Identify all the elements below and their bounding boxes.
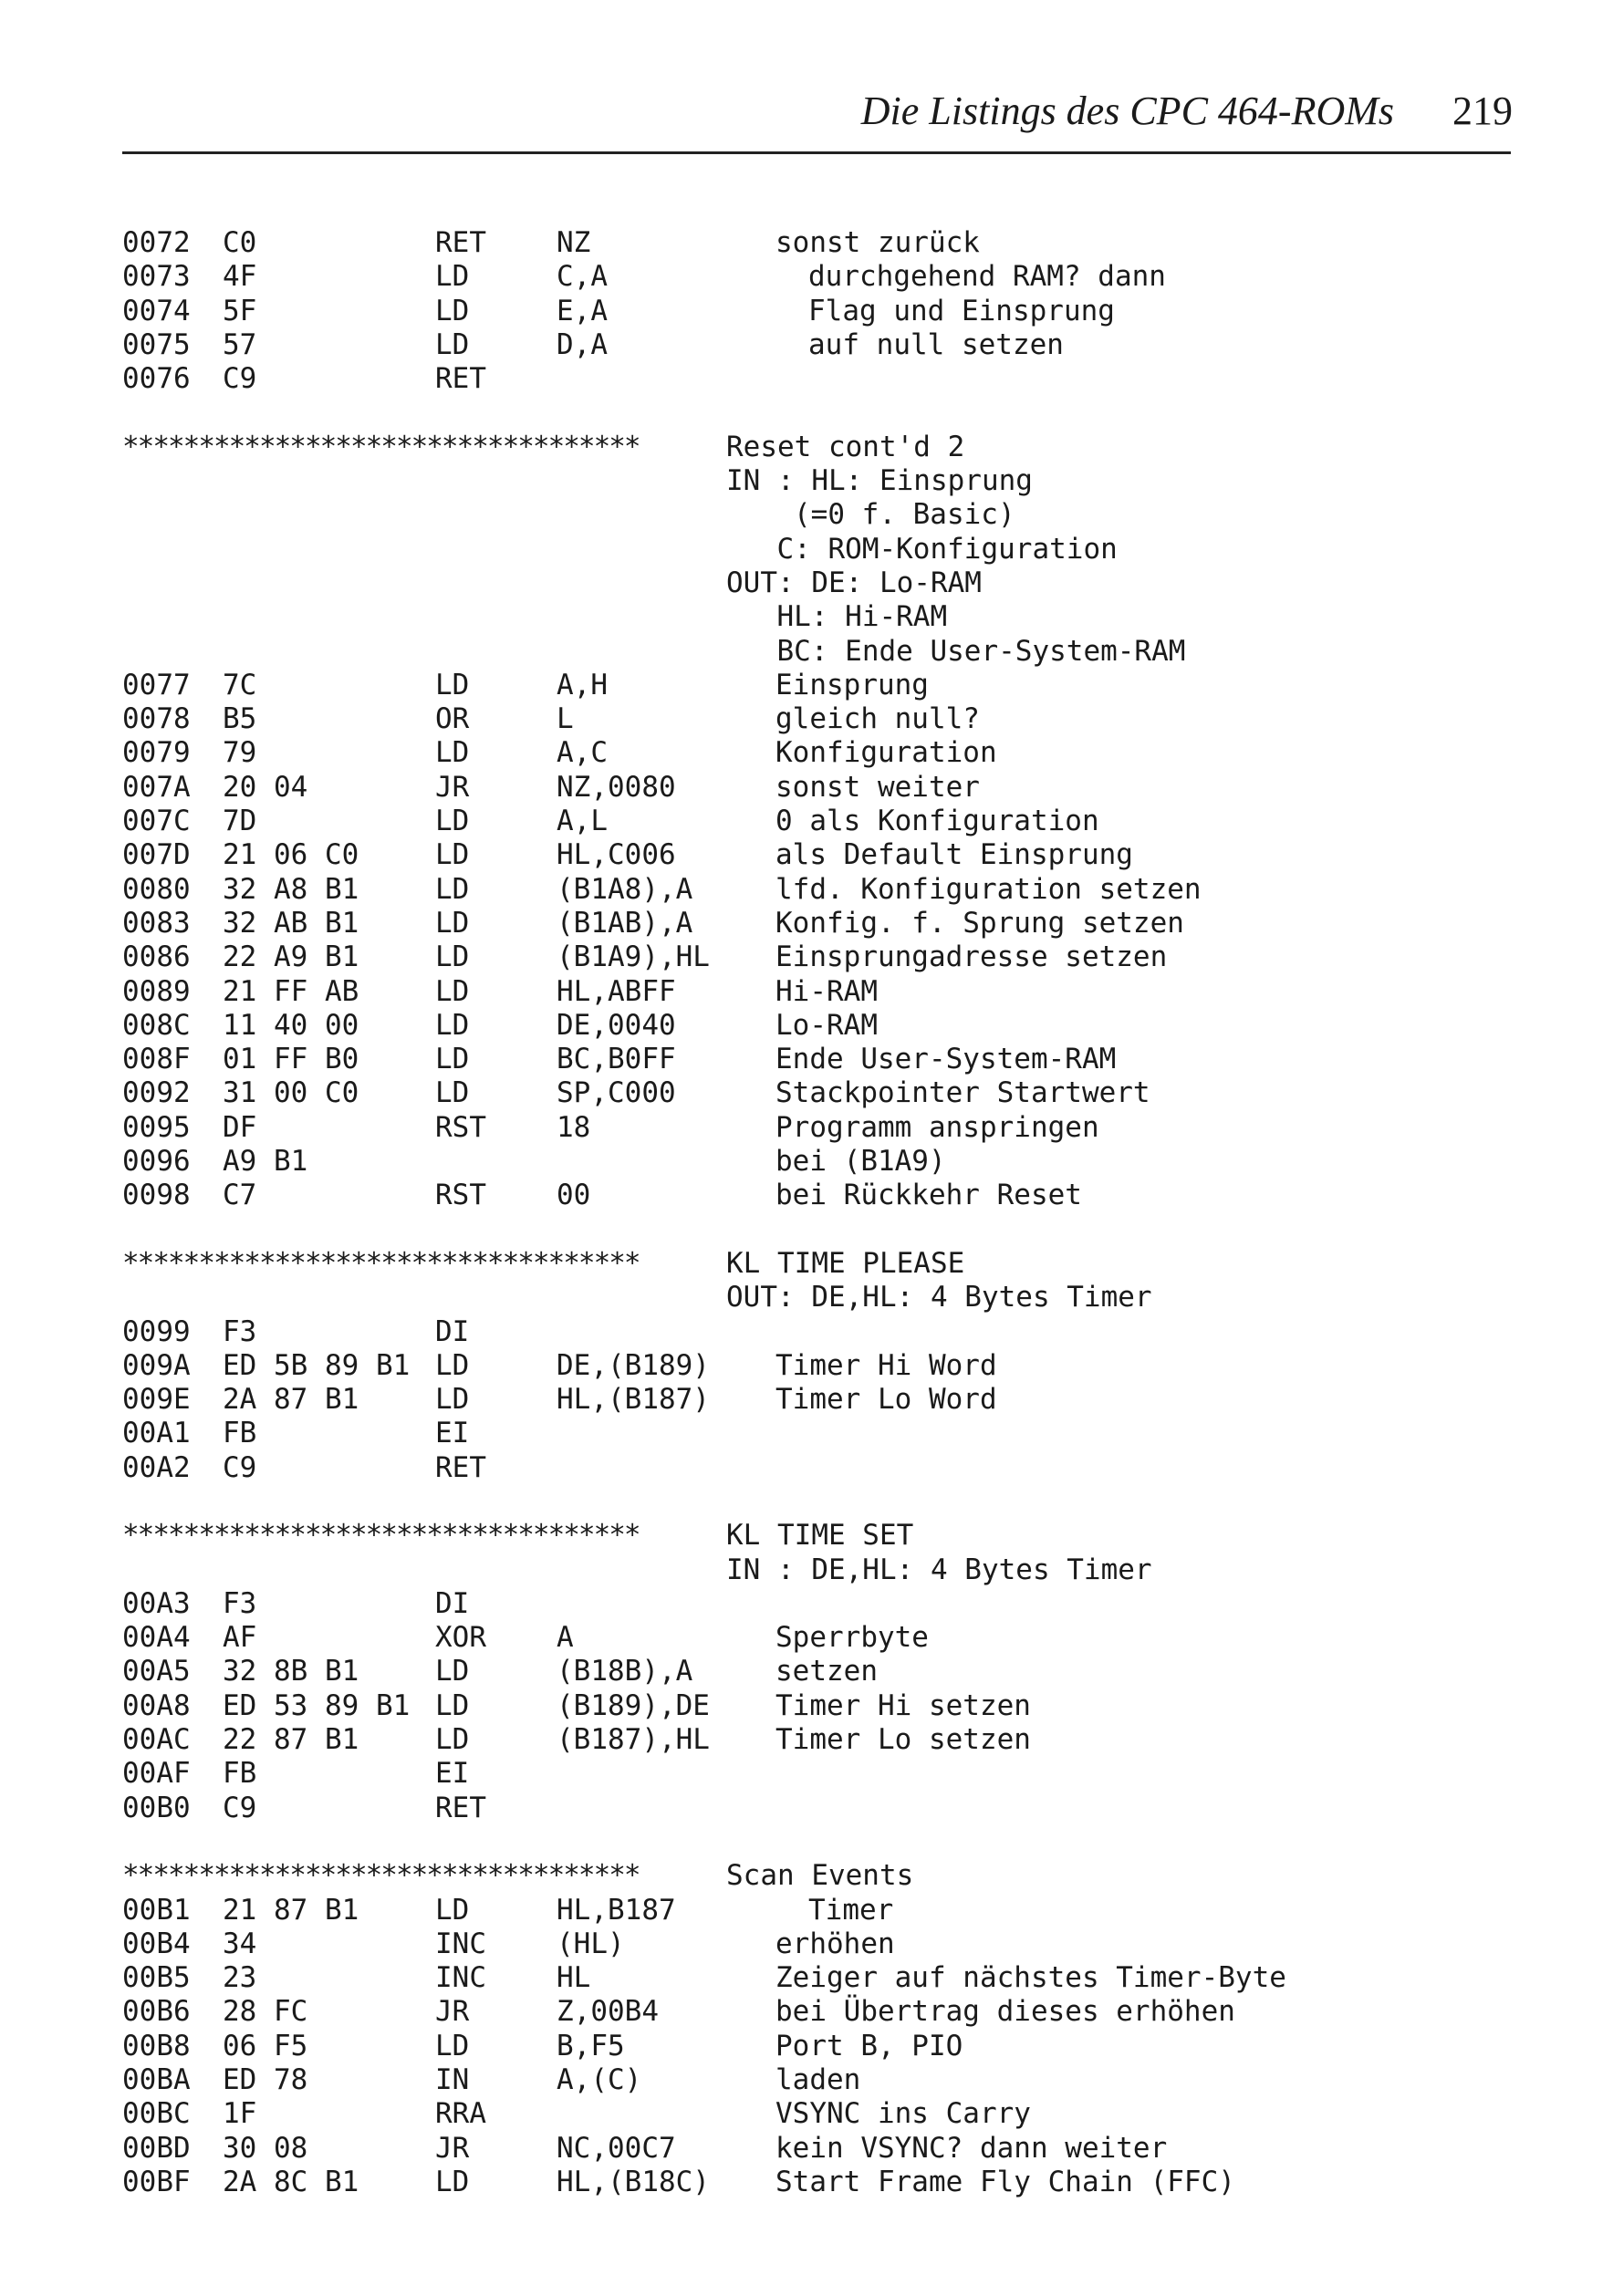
mnemonic: RET bbox=[435, 1791, 486, 1824]
opcode-bytes: 11 40 00 bbox=[223, 1008, 359, 1042]
opcode-bytes: C9 bbox=[223, 362, 257, 396]
comment: Konfig. f. Sprung setzen bbox=[775, 906, 1184, 940]
address: 007C bbox=[122, 805, 191, 838]
operand: A,L bbox=[557, 805, 608, 838]
mnemonic: LD bbox=[435, 668, 470, 701]
address: 00BA bbox=[122, 2063, 191, 2097]
comment: Ende User-System-RAM bbox=[775, 1043, 1117, 1076]
opcode-bytes: 01 FF B0 bbox=[223, 1043, 359, 1076]
comment: auf null setzen bbox=[808, 327, 1064, 361]
section-note bbox=[122, 1553, 1545, 1587]
comment: Stackpointer Startwert bbox=[775, 1076, 1150, 1110]
section-note bbox=[122, 533, 1545, 566]
code-line bbox=[122, 1757, 1545, 1791]
code-line bbox=[122, 2097, 1545, 2131]
operand: SP,C000 bbox=[557, 1076, 676, 1110]
comment: Start Frame Fly Chain (FFC) bbox=[775, 2165, 1235, 2198]
section-title: KL TIME SET bbox=[726, 1519, 914, 1553]
code-line bbox=[122, 2166, 1545, 2199]
opcode-bytes: F3 bbox=[223, 1314, 257, 1348]
address: 00B6 bbox=[122, 1995, 191, 2029]
operand: (B1A9),HL bbox=[557, 940, 710, 974]
section-title: Reset cont'd 2 bbox=[726, 430, 965, 463]
address: 0080 bbox=[122, 872, 191, 906]
opcode-bytes: C9 bbox=[223, 1791, 257, 1824]
code-line bbox=[122, 1961, 1545, 1995]
mnemonic: LD bbox=[435, 872, 470, 906]
code-line bbox=[122, 2063, 1545, 2097]
opcode-bytes: A9 B1 bbox=[223, 1145, 308, 1179]
mnemonic: LD bbox=[435, 1655, 470, 1688]
opcode-bytes: FB bbox=[223, 1417, 257, 1450]
operand: (B189),DE bbox=[557, 1688, 710, 1722]
address: 00B8 bbox=[122, 2029, 191, 2062]
operand: HL,B187 bbox=[557, 1893, 676, 1927]
opcode-bytes: 21 06 C0 bbox=[223, 838, 359, 872]
section-header bbox=[122, 1519, 1545, 1553]
operand: HL,ABFF bbox=[557, 974, 676, 1008]
mnemonic: LD bbox=[435, 327, 470, 361]
code-line bbox=[122, 362, 1545, 396]
address: 00A5 bbox=[122, 1655, 191, 1688]
mnemonic: JR bbox=[435, 770, 470, 804]
code-line bbox=[122, 1995, 1545, 2029]
address: 00B1 bbox=[122, 1893, 191, 1927]
comment: sonst weiter bbox=[775, 770, 980, 804]
code-line bbox=[122, 1009, 1545, 1043]
opcode-bytes: 32 AB B1 bbox=[223, 906, 359, 940]
operand: NZ bbox=[557, 226, 591, 259]
separator-stars: ********************************** bbox=[122, 1246, 640, 1280]
code-line bbox=[122, 260, 1545, 294]
mnemonic: LD bbox=[435, 940, 470, 974]
code-line bbox=[122, 1587, 1545, 1621]
mnemonic: LD bbox=[435, 260, 470, 294]
address: 007D bbox=[122, 838, 191, 872]
section-note bbox=[122, 1281, 1545, 1314]
operand: (B187),HL bbox=[557, 1723, 710, 1757]
mnemonic: RST bbox=[435, 1110, 486, 1144]
operand: E,A bbox=[557, 294, 608, 327]
address: 009A bbox=[122, 1348, 191, 1382]
comment: sonst zurück bbox=[775, 226, 980, 259]
mnemonic: LD bbox=[435, 906, 470, 940]
blank-line bbox=[122, 396, 1545, 430]
comment: Timer Hi Word bbox=[775, 1348, 997, 1382]
comment: Timer bbox=[808, 1893, 894, 1927]
mnemonic: LD bbox=[435, 1723, 470, 1757]
address: 00B5 bbox=[122, 1961, 191, 1995]
opcode-bytes: 21 FF AB bbox=[223, 974, 359, 1008]
opcode-bytes: F3 bbox=[223, 1586, 257, 1620]
separator-stars: ********************************** bbox=[122, 1519, 640, 1553]
opcode-bytes: 22 A9 B1 bbox=[223, 940, 359, 974]
code-line bbox=[122, 1145, 1545, 1179]
operand: HL,C006 bbox=[557, 838, 676, 872]
opcode-bytes: 2A 8C B1 bbox=[223, 2165, 359, 2198]
mnemonic: IN bbox=[435, 2063, 470, 2097]
code-line bbox=[122, 1111, 1545, 1145]
page-number: 219 bbox=[1452, 88, 1513, 133]
operand: A,(C) bbox=[557, 2063, 642, 2097]
opcode-bytes: DF bbox=[223, 1110, 257, 1144]
opcode-bytes: 32 8B B1 bbox=[223, 1655, 359, 1688]
comment: Zeiger auf nächstes Timer-Byte bbox=[775, 1961, 1286, 1995]
code-line bbox=[122, 2030, 1545, 2063]
address: 008F bbox=[122, 1043, 191, 1076]
mnemonic: EI bbox=[435, 1417, 470, 1450]
code-line bbox=[122, 771, 1545, 805]
opcode-bytes: ED 5B 89 B1 bbox=[223, 1348, 411, 1382]
address: 00A2 bbox=[122, 1450, 191, 1484]
separator-stars: ********************************** bbox=[122, 430, 640, 463]
mnemonic: LD bbox=[435, 1008, 470, 1042]
code-line bbox=[122, 975, 1545, 1009]
opcode-bytes: 7D bbox=[223, 805, 257, 838]
operand: B,F5 bbox=[557, 2029, 625, 2062]
blank-line bbox=[122, 1485, 1545, 1519]
operand: A bbox=[557, 1621, 574, 1655]
comment: Timer Lo Word bbox=[775, 1383, 997, 1417]
operand: A,C bbox=[557, 736, 608, 770]
address: 008C bbox=[122, 1008, 191, 1042]
section-header bbox=[122, 431, 1545, 464]
comment: 0 als Konfiguration bbox=[775, 805, 1099, 838]
comment: durchgehend RAM? dann bbox=[808, 260, 1166, 294]
mnemonic: LD bbox=[435, 1688, 470, 1722]
blank-line bbox=[122, 1825, 1545, 1859]
comment: Flag und Einsprung bbox=[808, 294, 1115, 327]
opcode-bytes: FB bbox=[223, 1757, 257, 1791]
code-line bbox=[122, 1076, 1545, 1110]
opcode-bytes: 23 bbox=[223, 1961, 257, 1995]
operand: C,A bbox=[557, 260, 608, 294]
code-line bbox=[122, 1792, 1545, 1825]
opcode-bytes: 32 A8 B1 bbox=[223, 872, 359, 906]
mnemonic: RRA bbox=[435, 2097, 486, 2131]
address: 0083 bbox=[122, 906, 191, 940]
opcode-bytes: 20 04 bbox=[223, 770, 308, 804]
mnemonic: JR bbox=[435, 2131, 470, 2165]
operand: HL,(B18C) bbox=[557, 2165, 710, 2198]
mnemonic: RET bbox=[435, 1450, 486, 1484]
address: 0095 bbox=[122, 1110, 191, 1144]
comment: setzen bbox=[775, 1655, 878, 1688]
address: 0074 bbox=[122, 294, 191, 327]
address: 0096 bbox=[122, 1145, 191, 1179]
operand: NC,00C7 bbox=[557, 2131, 676, 2165]
note-text: C: ROM-Konfiguration bbox=[776, 532, 1118, 566]
comment: erhöhen bbox=[775, 1927, 895, 1960]
address: 00B0 bbox=[122, 1791, 191, 1824]
operand: (B18B),A bbox=[557, 1655, 693, 1688]
address: 00AC bbox=[122, 1723, 191, 1757]
section-note bbox=[122, 498, 1545, 532]
section-header bbox=[122, 1247, 1545, 1281]
mnemonic: JR bbox=[435, 1995, 470, 2029]
address: 0075 bbox=[122, 327, 191, 361]
opcode-bytes: ED 53 89 B1 bbox=[223, 1688, 411, 1722]
separator-stars: ********************************** bbox=[122, 1859, 640, 1893]
comment: Port B, PIO bbox=[775, 2029, 963, 2062]
mnemonic: RET bbox=[435, 362, 486, 396]
opcode-bytes: 28 FC bbox=[223, 1995, 308, 2029]
code-line bbox=[122, 1417, 1545, 1450]
section-note bbox=[122, 635, 1545, 669]
address: 00A3 bbox=[122, 1586, 191, 1620]
opcode-bytes: 31 00 C0 bbox=[223, 1076, 359, 1110]
mnemonic: DI bbox=[435, 1314, 470, 1348]
mnemonic: XOR bbox=[435, 1621, 486, 1655]
comment: als Default Einsprung bbox=[775, 838, 1133, 872]
note-text: HL: Hi-RAM bbox=[776, 600, 948, 634]
address: 0098 bbox=[122, 1179, 191, 1212]
address: 0073 bbox=[122, 260, 191, 294]
code-line bbox=[122, 1894, 1545, 1927]
opcode-bytes: 4F bbox=[223, 260, 257, 294]
comment: Sperrbyte bbox=[775, 1621, 929, 1655]
address: 0092 bbox=[122, 1076, 191, 1110]
mnemonic: OR bbox=[435, 702, 470, 736]
opcode-bytes: 2A 87 B1 bbox=[223, 1383, 359, 1417]
code-line bbox=[122, 295, 1545, 328]
operand: Z,00B4 bbox=[557, 1995, 659, 2029]
address: 0078 bbox=[122, 702, 191, 736]
comment: VSYNC ins Carry bbox=[775, 2097, 1031, 2131]
opcode-bytes: 57 bbox=[223, 327, 257, 361]
comment: Timer Lo setzen bbox=[775, 1723, 1031, 1757]
running-header-title: Die Listings des CPC 464-ROMs bbox=[860, 88, 1394, 133]
address: 0086 bbox=[122, 940, 191, 974]
opcode-bytes: 79 bbox=[223, 736, 257, 770]
opcode-bytes: 5F bbox=[223, 294, 257, 327]
comment: Hi-RAM bbox=[775, 974, 878, 1008]
assembly-listing bbox=[122, 226, 1545, 2199]
operand: (B1A8),A bbox=[557, 872, 693, 906]
mnemonic: LD bbox=[435, 1893, 470, 1927]
code-line bbox=[122, 805, 1545, 838]
comment: bei Übertrag dieses erhöhen bbox=[775, 1995, 1235, 2029]
opcode-bytes: C0 bbox=[223, 226, 257, 259]
comment: Konfiguration bbox=[775, 736, 997, 770]
note-text: BC: Ende User-System-RAM bbox=[776, 634, 1186, 668]
address: 0077 bbox=[122, 668, 191, 701]
mnemonic: LD bbox=[435, 1383, 470, 1417]
mnemonic: INC bbox=[435, 1927, 486, 1960]
mnemonic: LD bbox=[435, 736, 470, 770]
address: 00BC bbox=[122, 2097, 191, 2131]
comment: Programm anspringen bbox=[775, 1110, 1099, 1144]
opcode-bytes: 06 F5 bbox=[223, 2029, 308, 2062]
comment: gleich null? bbox=[775, 702, 980, 736]
opcode-bytes: 30 08 bbox=[223, 2131, 308, 2165]
code-line bbox=[122, 226, 1545, 260]
comment: Timer Hi setzen bbox=[775, 1688, 1031, 1722]
mnemonic: DI bbox=[435, 1586, 470, 1620]
opcode-bytes: AF bbox=[223, 1621, 257, 1655]
address: 00A1 bbox=[122, 1417, 191, 1450]
code-line bbox=[122, 2132, 1545, 2166]
address: 0079 bbox=[122, 736, 191, 770]
address: 0089 bbox=[122, 974, 191, 1008]
address: 0072 bbox=[122, 226, 191, 259]
code-line bbox=[122, 907, 1545, 940]
opcode-bytes: C7 bbox=[223, 1179, 257, 1212]
section-title: Scan Events bbox=[726, 1859, 914, 1893]
opcode-bytes: 34 bbox=[223, 1927, 257, 1960]
code-line bbox=[122, 328, 1545, 362]
address: 0099 bbox=[122, 1314, 191, 1348]
note-text: OUT: DE,HL: 4 Bytes Timer bbox=[726, 1281, 1152, 1314]
address: 007A bbox=[122, 770, 191, 804]
comment: kein VSYNC? dann weiter bbox=[775, 2131, 1168, 2165]
address: 0076 bbox=[122, 362, 191, 396]
mnemonic: EI bbox=[435, 1757, 470, 1791]
address: 00BD bbox=[122, 2131, 191, 2165]
operand: DE,(B189) bbox=[557, 1348, 710, 1382]
operand: (HL) bbox=[557, 1927, 625, 1960]
mnemonic: RST bbox=[435, 1179, 486, 1212]
operand: 00 bbox=[557, 1179, 591, 1212]
code-line bbox=[122, 1349, 1545, 1383]
address: 00AF bbox=[122, 1757, 191, 1791]
code-line bbox=[122, 736, 1545, 770]
opcode-bytes: 7C bbox=[223, 668, 257, 701]
code-line bbox=[122, 669, 1545, 702]
code-line bbox=[122, 1315, 1545, 1349]
comment: bei (B1A9) bbox=[775, 1145, 946, 1179]
code-line bbox=[122, 702, 1545, 736]
mnemonic: INC bbox=[435, 1961, 486, 1995]
code-line bbox=[122, 1621, 1545, 1655]
operand: NZ,0080 bbox=[557, 770, 676, 804]
address: 00BF bbox=[122, 2165, 191, 2198]
address: 00A8 bbox=[122, 1688, 191, 1722]
blank-line bbox=[122, 1213, 1545, 1247]
operand: DE,0040 bbox=[557, 1008, 676, 1042]
code-line bbox=[122, 1451, 1545, 1485]
section-header bbox=[122, 1859, 1545, 1893]
operand: HL bbox=[557, 1961, 591, 1995]
section-note bbox=[122, 600, 1545, 634]
code-line bbox=[122, 838, 1545, 872]
code-line bbox=[122, 1927, 1545, 1961]
code-line bbox=[122, 1179, 1545, 1212]
mnemonic: LD bbox=[435, 1043, 470, 1076]
section-note bbox=[122, 566, 1545, 600]
mnemonic: LD bbox=[435, 974, 470, 1008]
code-line bbox=[122, 1655, 1545, 1688]
section-title: KL TIME PLEASE bbox=[726, 1246, 965, 1280]
comment: Lo-RAM bbox=[775, 1008, 878, 1042]
note-text: (=0 f. Basic) bbox=[794, 498, 1015, 532]
operand: HL,(B187) bbox=[557, 1383, 710, 1417]
code-line bbox=[122, 873, 1545, 907]
comment: Einsprung bbox=[775, 668, 929, 701]
mnemonic: LD bbox=[435, 294, 470, 327]
opcode-bytes: 21 87 B1 bbox=[223, 1893, 359, 1927]
comment: laden bbox=[775, 2063, 861, 2097]
operand: (B1AB),A bbox=[557, 906, 693, 940]
header-divider bbox=[122, 151, 1511, 154]
comment: lfd. Konfiguration setzen bbox=[775, 872, 1202, 906]
comment: Einsprungadresse setzen bbox=[775, 940, 1168, 974]
note-text: IN : DE,HL: 4 Bytes Timer bbox=[726, 1553, 1152, 1586]
comment: bei Rückkehr Reset bbox=[775, 1179, 1082, 1212]
note-text: OUT: DE: Lo-RAM bbox=[726, 566, 982, 599]
code-line bbox=[122, 1043, 1545, 1076]
note-text: IN : HL: Einsprung bbox=[726, 464, 1033, 498]
mnemonic: LD bbox=[435, 1348, 470, 1382]
code-line bbox=[122, 1723, 1545, 1757]
address: 00A4 bbox=[122, 1621, 191, 1655]
mnemonic: LD bbox=[435, 805, 470, 838]
operand: 18 bbox=[557, 1110, 591, 1144]
opcode-bytes: B5 bbox=[223, 702, 257, 736]
code-line bbox=[122, 1383, 1545, 1417]
operand: BC,B0FF bbox=[557, 1043, 676, 1076]
code-line bbox=[122, 1689, 1545, 1723]
address: 009E bbox=[122, 1383, 191, 1417]
operand: L bbox=[557, 702, 574, 736]
opcode-bytes: 1F bbox=[223, 2097, 257, 2131]
opcode-bytes: C9 bbox=[223, 1450, 257, 1484]
operand: A,H bbox=[557, 668, 608, 701]
opcode-bytes: 22 87 B1 bbox=[223, 1723, 359, 1757]
operand: D,A bbox=[557, 327, 608, 361]
mnemonic: LD bbox=[435, 1076, 470, 1110]
mnemonic: LD bbox=[435, 838, 470, 872]
mnemonic: LD bbox=[435, 2165, 470, 2198]
mnemonic: LD bbox=[435, 2029, 470, 2062]
opcode-bytes: ED 78 bbox=[223, 2063, 308, 2097]
section-note bbox=[122, 464, 1545, 498]
code-line bbox=[122, 940, 1545, 974]
address: 00B4 bbox=[122, 1927, 191, 1960]
mnemonic: RET bbox=[435, 226, 486, 259]
